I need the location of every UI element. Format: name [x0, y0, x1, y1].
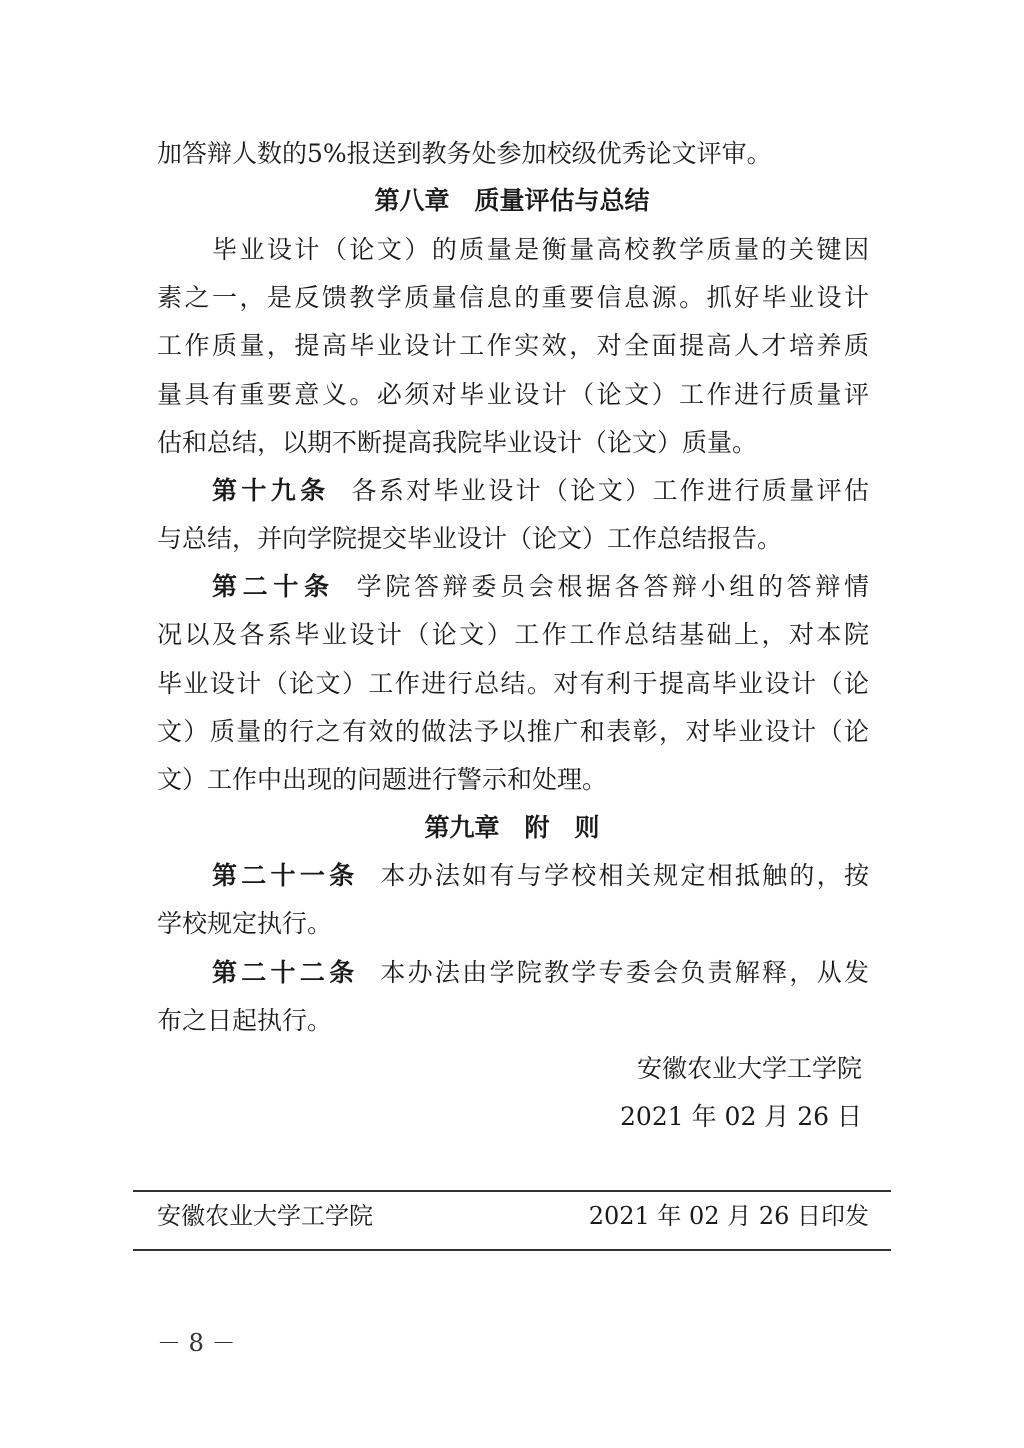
footer-issue-date: 2021 年 02 月 26 日印发: [588, 1202, 869, 1230]
paragraph-line: 况以及各系毕业设计（论文）工作工作总结基础上，对本院: [157, 620, 869, 649]
paragraph-line: 毕业设计（论文）工作进行总结。对有利于提高毕业设计（论: [157, 669, 869, 698]
article-19-title: 第十九条: [212, 476, 330, 505]
chapter-8-heading: 第八章 质量评估与总结: [374, 186, 650, 215]
article-22-line: [212, 958, 869, 988]
article-21-text: 本办法如有与学校相关规定相抵触的，按: [380, 861, 869, 890]
continued-paragraph-line: 加答辩人数的5%报送到教务处参加校级优秀论文评审。: [157, 139, 772, 168]
article-22-text: 本办法由学院教学专委会负责解释，从发: [380, 958, 869, 987]
signature-date: 2021 年 02 月 26 日: [620, 1102, 862, 1131]
footer-organization: 安徽农业大学工学院: [157, 1202, 373, 1230]
paragraph-line: 工作质量，提高毕业设计工作实效，对全面提高人才培养质: [157, 331, 869, 360]
article-20-title: 第二十条: [212, 572, 335, 601]
article-20-line: [212, 572, 869, 602]
footer-bottom-rule: [133, 1249, 891, 1251]
paragraph-line: 素之一，是反馈教学质量信息的重要信息源。抓好毕业设计: [157, 283, 869, 312]
paragraph-line: 学校规定执行。: [157, 909, 333, 938]
signature-organization: 安徽农业大学工学院: [636, 1054, 862, 1083]
article-21-title: 第二十一条: [212, 861, 359, 890]
page-number: － 8 －: [157, 1329, 236, 1357]
paragraph-line: 毕业设计（论文）的质量是衡量高校教学质量的关键因: [212, 235, 869, 264]
footer-top-rule: [133, 1190, 891, 1192]
paragraph-line: 量具有重要意义。必须对毕业设计（论文）工作进行质量评: [157, 380, 869, 409]
paragraph-line: 布之日起执行。: [157, 1006, 333, 1035]
paragraph-line: 文）质量的行之有效的做法予以推广和表彰，对毕业设计（论: [157, 717, 869, 746]
article-20-text: 学院答辩委员会根据各答辩小组的答辩情: [356, 572, 869, 601]
paragraph-line: 文）工作中出现的问题进行警示和处理。: [157, 765, 608, 794]
chapter-9-heading: 第九章 附 则: [424, 813, 600, 842]
article-22-title: 第二十二条: [212, 958, 359, 987]
article-19-line: [212, 476, 869, 506]
article-21-line: [212, 861, 869, 891]
article-19-text: 各系对毕业设计（论文）工作进行质量评估: [351, 476, 869, 505]
paragraph-line: 与总结，并向学院提交毕业设计（论文）工作总结报告。: [157, 524, 783, 553]
paragraph-line: 估和总结，以期不断提高我院毕业设计（论文）质量。: [157, 428, 758, 457]
